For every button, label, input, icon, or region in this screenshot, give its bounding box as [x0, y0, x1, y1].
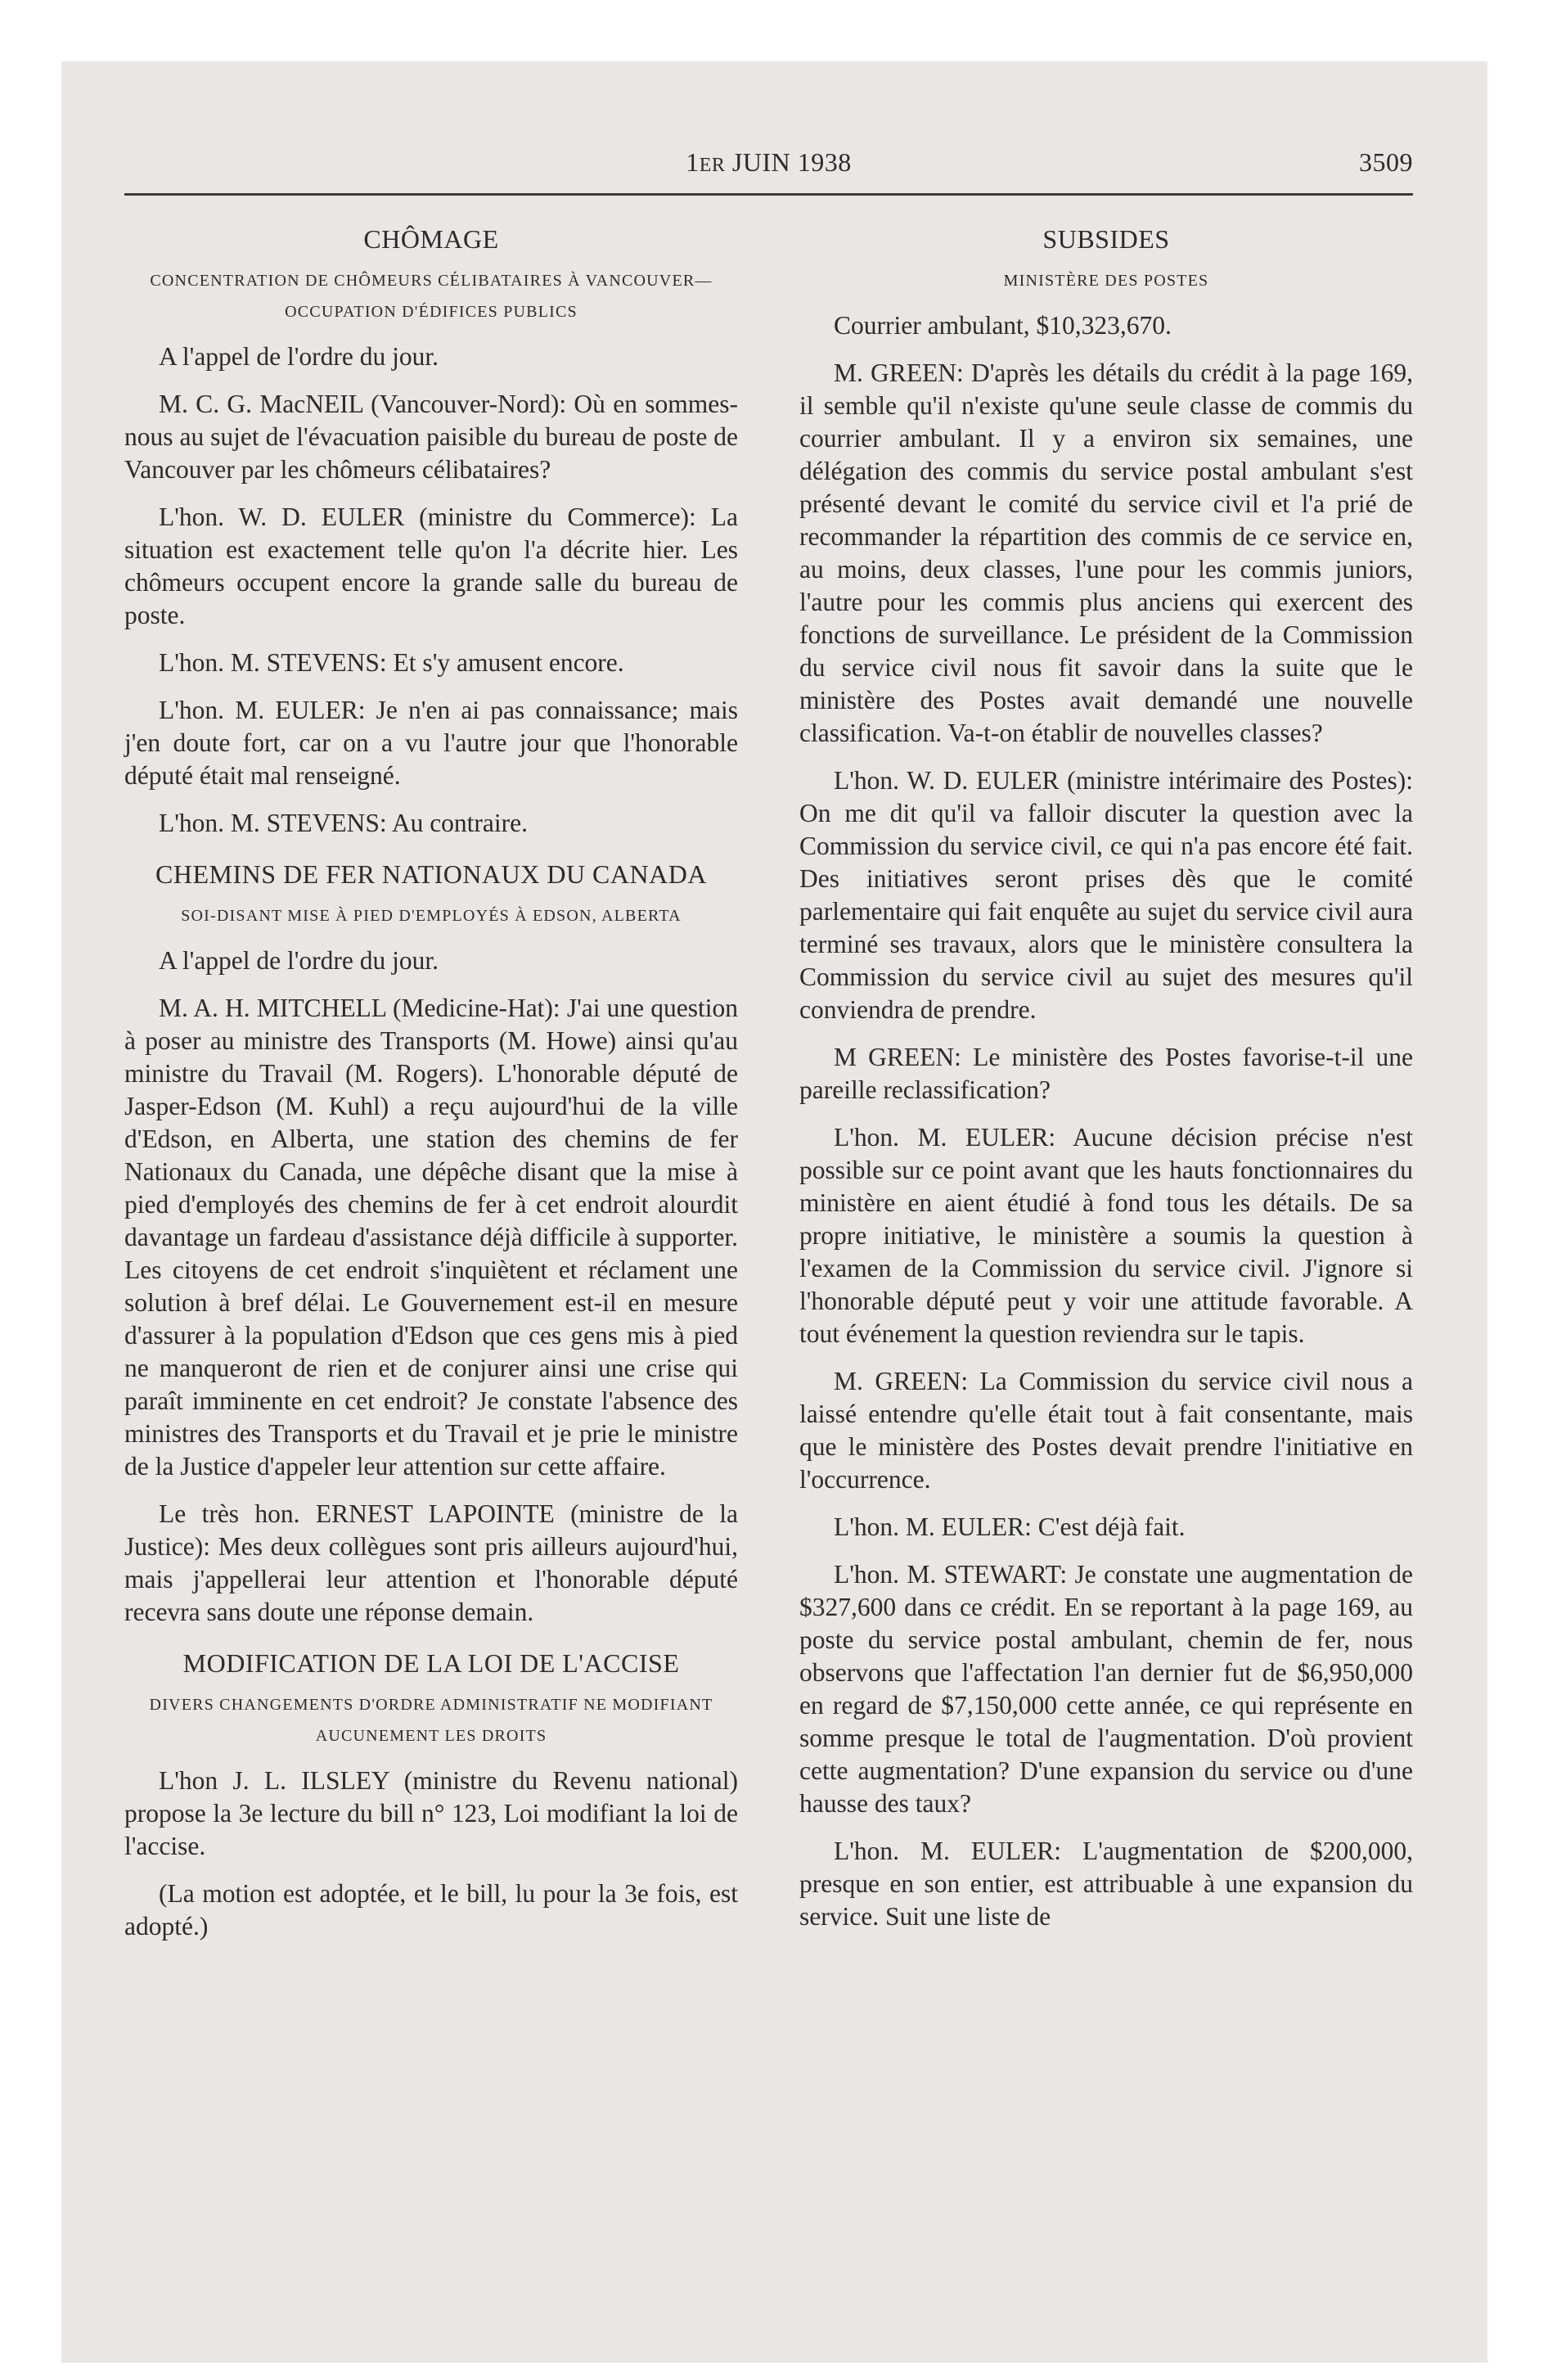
- paragraph: A l'appel de l'ordre du jour.: [159, 342, 439, 371]
- header-rule: [124, 193, 1413, 196]
- paragraph: M. GREEN: La Commission du service civil nous a laissé entendre qu'elle était tout à fait consentante, mais que le ministère des Postes devait prendre l'initiative en l'occurrence.: [799, 1367, 1413, 1494]
- paragraph: (La motion est adoptée, et le bill, lu pour la 3e fois, est adopté.): [124, 1879, 738, 1941]
- section-subtitle: MINISTÈRE DES POSTES: [1003, 272, 1209, 290]
- paragraph: A l'appel de l'ordre du jour.: [159, 946, 439, 975]
- section-title: CHÔMAGE: [363, 224, 499, 254]
- date-superscript: ER: [699, 155, 726, 176]
- date-prefix: 1: [686, 147, 700, 177]
- paragraph: L'hon. M. EULER: Aucune décision précise n'est possible sur ce point avant que les hauts fonctionnaires du ministère en aient étudié à fond tous les détails. De sa propre initiative, le ministère a soumis la question à l'examen de la Commission du service civil. J'ignore si l'honorable député peut y voir une attitude favorable. A tout événement la question reviendra sur le tapis.: [799, 1123, 1413, 1348]
- page-number: 3509: [1359, 147, 1413, 177]
- section-title: CHEMINS DE FER NATIONAUX DU CANADA: [155, 859, 707, 889]
- paragraph: L'hon. M. STEVENS: Au contraire.: [159, 809, 528, 837]
- section-title: MODIFICATION DE LA LOI DE L'ACCISE: [182, 1648, 680, 1678]
- section-subtitle: CONCENTRATION DE CHÔMEURS CÉLIBATAIRES À VANCOUVER—OCCUPATION D'ÉDIFICES PUBLICS: [150, 272, 713, 321]
- right-column: [799, 224, 1413, 1948]
- paragraph: M. A. H. MITCHELL (Medicine-Hat): J'ai une question à poser au ministre des Transports (M. Howe) ainsi qu'au ministre du Travail (M. Rogers). L'honorable député de Jasper-Edson (M. Kuhl) a reçu aujourd'hui de la ville d'Edson, en Alberta, une station des chemins de fer Nationaux du Canada, une dépêche disant que la mise à pied d'employés des chemins de fer à cet endroit alourdit davantage un fardeau d'assistance déjà difficile à supporter. Les citoyens de cet endroit s'inquiètent et réclament une solution à bref délai. Le Gouvernement est-il en mesure d'assurer à la population d'Edson que ces gens mis à pied ne manqueront de rien et de conjurer ainsi une crise qui paraît imminente en cet endroit? Je constate l'absence des ministres des Transports et du Travail et je prie le ministre de la Justice d'appeler leur attention sur cette affaire.: [124, 994, 738, 1481]
- paragraph: L'hon. M. EULER: C'est déjà fait.: [834, 1512, 1186, 1541]
- document-page: [124, 147, 1413, 1941]
- paragraph: Le très hon. ERNEST LAPOINTE (ministre de la Justice): Mes deux collègues sont pris ailleurs aujourd'hui, mais j'appellerai leur attention et l'honorable député recevra sans doute une réponse demain.: [124, 1499, 738, 1626]
- paragraph: L'hon. M. STEWART: Je constate une augmentation de $327,600 dans ce crédit. En se reportant à la page 169, au poste du service postal ambulant, chemin de fer, nous observons que l'affectation l'an dernier fut de $6,950,000 en regard de $7,150,000 cette année, ce qui représente en somme presque le total de l'augmentation. D'où provient cette augmentation? D'une expansion du service ou d'une hausse des taux?: [799, 1560, 1413, 1818]
- left-column: [124, 224, 738, 1958]
- paragraph: Courrier ambulant, $10,323,670.: [834, 311, 1172, 340]
- paragraph: M. GREEN: D'après les détails du crédit à la page 169, il semble qu'il n'existe qu'une seule classe de commis du courrier ambulant. Il y a environ six semaines, une délégation des commis du service postal ambulant s'est présenté devant le comité du service civil et l'a prié de recommander la répartition des commis de ce service en, au moins, deux classes, l'une pour les commis juniors, l'autre pour les commis plus anciens qui exercent des fonctions de surveillance. Le président de la Commission du service civil nous fit savoir dans la suite que le ministère des Postes avait demandé une nouvelle classification. Va-t-on établir de nouvelles classes?: [799, 358, 1413, 747]
- date-rest: JUIN 1938: [725, 147, 852, 177]
- paragraph: M GREEN: Le ministère des Postes favorise-t-il une pareille reclassification?: [799, 1043, 1413, 1104]
- paragraph: M. C. G. MacNEIL (Vancouver-Nord): Où en sommes-nous au sujet de l'évacuation paisible du bureau de poste de Vancouver par les chômeurs célibataires?: [124, 390, 738, 484]
- paragraph: L'hon J. L. ILSLEY (ministre du Revenu national) propose la 3e lecture du bill n° 123, Loi modifiant la loi de l'accise.: [124, 1766, 738, 1860]
- running-head: [124, 147, 1413, 188]
- section-title: SUBSIDES: [1042, 224, 1170, 254]
- section-subtitle: DIVERS CHANGEMENTS D'ORDRE ADMINISTRATIF NE MODIFIANT AUCUNEMENT LES DROITS: [149, 1696, 713, 1745]
- paragraph: L'hon. M. STEVENS: Et s'y amusent encore.: [159, 648, 624, 677]
- paragraph: L'hon. M. EULER: L'augmentation de $200,000, presque en son entier, est attribuable à une expansion du service. Suit une liste de: [799, 1837, 1413, 1931]
- section-subtitle: SOI-DISANT MISE À PIED D'EMPLOYÉS À EDSON, ALBERTA: [181, 907, 682, 925]
- paragraph: L'hon. M. EULER: Je n'en ai pas connaissance; mais j'en doute fort, car on a vu l'autre jour que l'honorable député était mal renseigné.: [124, 696, 738, 790]
- paragraph: L'hon. W. D. EULER (ministre intérimaire des Postes): On me dit qu'il va falloir discuter la question avec la Commission du service civil, ce qui n'a pas encore été fait. Des initiatives seront prises dès que le comité parlementaire qui fait enquête au sujet du service civil aura terminé ses travaux, alors que le ministère consultera la Commission du service civil au sujet des mesures qu'il conviendra de prendre.: [799, 766, 1413, 1024]
- paragraph: L'hon. W. D. EULER (ministre du Commerce): La situation est exactement telle qu'on l'a décrite hier. Les chômeurs occupent encore la grande salle du bureau de poste.: [124, 503, 738, 629]
- header-date: [124, 147, 1413, 178]
